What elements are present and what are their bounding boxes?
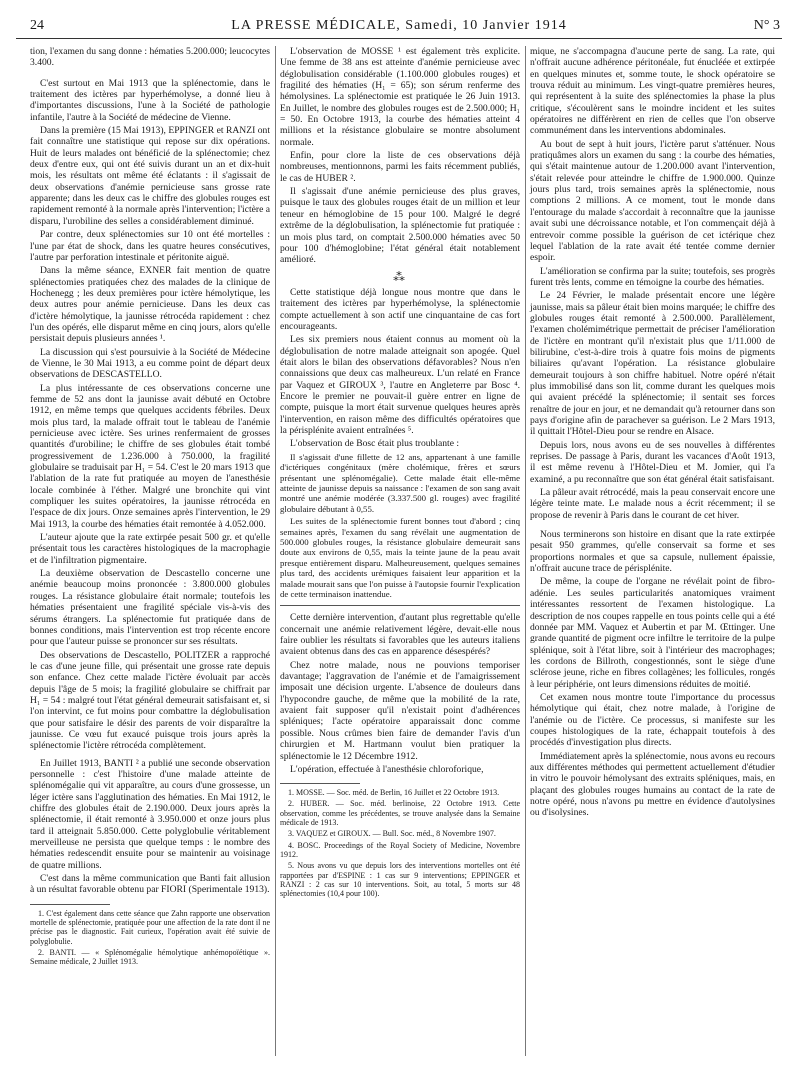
footnote: 5. Nous avons vu que depuis lors des interventions mortelles ont été rapportées par d'ESPINE : 1 cas sur 9 interventions; EPPINGER et RANZI : 2 cas sur 10 interventions. Soit, au total, 5 morts sur 48 splénectomies (10,4 pour 100). <box>280 861 520 899</box>
paragraph: La deuxième observation de Descastello concerne une anémie beaucoup moins prononcée : 3.800.000 globules rouges. La résistance globulaire était normale; toutefois les hématies présentaient une fragilité spéciale vis-à-vis des sérums étrangers. La splénectomie fut pratiquée dans de bonnes conditions, mais l'intervention est trop récente encore pour que l'auteur puisse se prononcer sur ses résultats. <box>30 568 270 648</box>
paragraph: La plus intéressante de ces observations concerne une femme de 52 ans dont la jaunisse avait débuté en Octobre 1912, en même temps que quelques accidents fébriles. Deux mois plus tard, la malade offrait tout le tableau de l'anémie pernicieuse avec ictère. Ses urines renfermaient de grosses quantités d'urobiline; le chiffre de ses globules était tombé progressivement de 1.236.000 à 750.000, la fragilité globulaire se traduisait par H₁ = 54. C'est le 20 mars 1913 que l'ablation de la rate fut pratiquée au moyen de l'anesthésie locale combinée à l'éther. Malgré une bronchite qui vint compliquer les suites opératoires, la jaunisse rétrocéda en l'espace de dix jours. Onze semaines après l'intervention, le 29 Mai 1913, la courbe des hématies était remontée à 4.052.000. <box>30 382 270 530</box>
column-separator <box>275 46 276 1056</box>
paragraph: Chez notre malade, nous ne pouvions temporiser davantage; l'aggravation de l'anémie et de l'amaigrissement imposait une décision urgente. L'absence de douleurs dans l'hypocondre gauche, de même que la mobilité de la rate, avaient fait supposer qu'il n'existait point d'adhérences spléniques; l'acte opératoire apparaissait donc comme possible. Nous crûmes bien faire de demander l'avis d'un chirurgien et M. Hartmann voulut bien pratiquer la splénectomie le 12 Décembre 1912. <box>280 659 520 762</box>
paragraph: tion, l'examen du sang donne : hématies 5.200.000; leucocytes 3.400. <box>30 46 270 69</box>
column-left <box>30 46 270 967</box>
paragraph: Cette dernière intervention, d'autant plus regrettable qu'elle concernait une anémie relativement légère, devait-elle nous faire oublier les résultats si favorables que les auteurs italiens avaient obtenus dans des cas en apparence désespérés? <box>280 612 520 658</box>
footnote-rule <box>30 904 110 905</box>
footnote: 2. HUBER. — Soc. méd. berlinoise, 22 Octobre 1913. Cette observation, comme les précédentes, se trouve analysée dans la Semaine médicale de 1913. <box>280 799 520 828</box>
page-header <box>14 18 784 36</box>
paragraph: Le 24 Février, le malade présentait encore une légère jaunisse, mais sa pâleur était bien moins marquée; le chiffre des globules rouges était remonté à 2.500.000. Parallèlement, l'examen cholémimétrique permettait de préciser l'amélioration de l'ictère en montrant qu'il n'existait plus que 1/11.000 de bilirubine, c'est-à-dire trois à quatre fois moins de pigments biliaires qu'avant l'opération. La résistance globulaire demeurait toujours à son chiffre habituel. Notre opéré n'était plus immobilisé dans son lit, comme durant les quelques mois qui avaient précédé la splénectomie; il sentait ses forces renaître de jour en jour, et ne demandait qu'à retourner dans son pays d'origine afin de parachever sa guérison. Le 2 Mars 1913, il quittait l'Hôtel-Dieu pour se rendre en Alsace. <box>530 290 775 438</box>
paragraph: Depuis lors, nous avons eu de ses nouvelles à différentes reprises. De passage à Paris, durant les vacances d'Août 1913, il est même revenu à l'Hôtel-Dieu et M. Jomier, qui l'a examiné, a pu reconnaître que son état général était satisfaisant. <box>530 439 775 485</box>
paragraph: Dans la première (15 Mai 1913), EPPINGER et RANZI ont fait connaître une statistique qui repose sur dix opérations. Huit de leurs malades ont bénéficié de la splénectomie; chez deux d'entre eux, qui ont été suivis durant un an et dix-huit mois, les résultats ont même été éclatants : il s'agissait de deux observations d'anémie pernicieuse sans grosse rate apparente; dans les deux cas le chiffre des globules rouges est rapidement remonté à la normale après l'intervention; l'ictère a disparu, l'urobiline des selles a considérablement diminué. <box>30 125 270 227</box>
section-break-asterism: ⁂ <box>393 269 407 284</box>
column-separator <box>525 46 526 1056</box>
paragraph: Des observations de Descastello, POLITZER a rapproché le cas d'une jeune fille, qui présentait une grosse rate depuis son enfance. Chez cette malade l'ictère évoluait par accès depuis l'âge de 5 mois; la fragilité globulaire se chiffrait par H₁ = 54 : malgré tout l'état général demeurait satisfaisant et, si l'on intervint, ce fut moins pour combattre la déglobulisation que pour satisfaire le désir des parents de voir disparaître la jaunisse. Ce vœu fut exaucé puisque trois jours après la splénectomie l'ictère rétrocéda complètement. <box>30 649 270 752</box>
paragraph-quote: Les suites de la splénectomie furent bonnes tout d'abord ; cinq semaines après, l'examen du sang révélait une augmentation de 500.000 globules rouges, la résistance globulaire demeurait sans doute aux environs de 0,55, mais la teinte jaune de la peau avait presque entièrement disparu. Malheureusement, quelques semaines plus tard, des accidents urémiques faisaient leur apparition et la malade mourait sans que l'on puisse à l'autopsie fournir l'explication de cette terminaison inattendue. <box>280 516 521 599</box>
paragraph: Nous terminerons son histoire en disant que la rate extirpée pesait 950 grammes, qu'elle conservait sa forme et ses proportions normales et que sa capsule, nullement épaissie, n'offrait aucune trace de périsplénite. <box>530 529 775 575</box>
footnote: 1. MOSSE. — Soc. méd. de Berlin, 16 Juillet et 22 Octobre 1913. <box>288 788 500 798</box>
paragraph: Au bout de sept à huit jours, l'ictère parut s'atténuer. Nous pratiquâmes alors un examen du sang : la courbe des hématies, qui s'était maintenue autour de 1.200.000 avant l'intervention, s'était relevée pour atteindre le chiffre de 1.900.000. Quinze jours plus tard, trois semaines après la splénectomie, nous comptions 2 millions. A ce moment, tout le monde dans l'entourage du malade s'accordait à reconnaître que la jaunisse avait subi une décroissance notable, et l'on commençait déjà à entrevoir comme possible la guérison de cet ictérique chez lequel l'ablation de la rate avait été tentée comme dernier espoir. <box>530 138 775 264</box>
paragraph: De même, la coupe de l'organe ne révélait point de fibro-adénie. Les seules particularités anatomiques vraiment intéressantes ressortent de l'examen histologique. La description de nos coupes rappelle en tous points celle qui a été donnée par MM. Vaquez et Aubertin et par M. Œttinger. Une grande quantité de pigment ocre infiltre le territoire de la pulpe splénique, soit à l'état libre, soit à l'intérieur des macrophages; les cordons de Billroth, congestionnés, sont le siège d'une sclérose jeune, riche en fibres collagènes; les follicules, rongés à leur périphérie, ont leurs dimensions réduites de moitié. <box>530 576 775 690</box>
journal-title: LA PRESSE MÉDICALE, Samedi, 10 Janvier 1914 <box>231 18 567 33</box>
paragraph: L'observation de MOSSE ¹ est également très explicite. Une femme de 38 ans est atteinte d'anémie pernicieuse avec déglobulisation considérable (1.100.000 globules rouges) et fragilité des hématies (H₁ = 65); son sérum renferme des hémolysines. La splénectomie est pratiquée le 26 Juin 1913. En Juillet, le nombre des globules rouges est de 2.500.000; H₁ = 50. En Octobre 1913, la courbe des hématies atteint 4 millions et la résistance globulaire se montre absolument normale. <box>280 46 520 148</box>
paragraph: mique, ne s'accompagna d'aucune perte de sang. La rate, qui n'offrait aucune adhérence péritonéale, fut énucléée et extirpée en quelques minutes et, somme toute, le shock opératoire se trouva réduit au minimum. Les vingt-quatre premières heures, qui représentent à la suite des splénectomies la phase la plus critique, s'écoulèrent sans le moindre incident et les suites opératoires ne différèrent en rien de celles que l'on observe communément dans les interventions abdominales. <box>530 46 775 137</box>
paragraph: La pâleur avait rétrocédé, mais la peau conservait encore une légère teinte mate. Le malade nous a écrit récemment; il se propose de revenir à Paris dans le courant de cet hiver. <box>530 487 775 521</box>
footnote: 3. VAQUEZ et GIROUX. — Bull. Soc. méd., 8 Novembre 1907. <box>288 829 496 839</box>
paragraph: La discussion qui s'est poursuivie à la Société de Médecine de Vienne, le 30 Mai 1913, a eu comme point de départ deux observations de DESCASTELLO. <box>30 346 270 381</box>
footnote: 1. C'est également dans cette séance que Zahn rapporte une observation mortelle de splénectomie, pratiquée pour une affection de la rate dont il ne précise pas le diagnostic. Fait curieux, l'opération avait été suivie de polyglobulie. <box>30 908 270 946</box>
issue-number: N° 3 <box>753 18 780 33</box>
paragraph: L'opération, effectuée à l'anesthésie chloroforique, <box>290 763 484 775</box>
paragraph: Dans la même séance, EXNER fait mention de quatre splénectomies pratiquées chez des malades de la clinique de Hochenegg ; les deux premières pour ictère hémolytique, les deux autres pour anémie pernicieuse. Dans les deux cas d'ictère hémolytique, la jaunisse rétrocéda rapidement : chez l'un des opérés, elle disparut même en cinq jours, alors qu'elle persistait depuis plusieurs années ¹. <box>30 265 270 345</box>
paragraph: Cet examen nous montre toute l'importance du processus hémolytique qui était, chez notre malade, à l'origine de l'anémie ou de l'ictère. Ce processus, si manifeste sur les coupes histologiques de la rate, échappait toutefois à des procédés d'investigation plus directs. <box>530 691 775 749</box>
paragraph: Les six premiers nous étaient connus au moment où la déglobulisation de notre malade atteignait son apogée. Quel était alors le bilan des observations défavorables? Nous n'en connaissions que deux cas malheureux. L'un relaté en France par Vaquez et GIROUX ³, l'autre en Angleterre par Bosc ⁴. Encore le premier ne pouvait-il guère entrer en ligne de compte, puisque la mort était survenue quelques heures après l'intervention, en raison même des difficultés opératoires que la périsplénite avaient entraînées ⁵. <box>280 334 520 436</box>
page-number: 24 <box>30 18 44 33</box>
paragraph: L'observation de Bosc était plus troublante : <box>290 438 460 450</box>
footnote: 4. BOSC. Proceedings of the Royal Society of Medicine, Novembre 1912. <box>280 840 520 859</box>
header-rule <box>16 38 782 39</box>
paragraph: L'auteur ajoute que la rate extirpée pesait 500 gr. et qu'elle présentait tous les caractères histologiques de la macrophagie et de l'infiltration pigmentaire. <box>30 532 270 566</box>
paragraph: Cette statistique déjà longue nous montre que dans le traitement des ictères par hyperhémolyse, la splénectomie compte actuellement à son actif une cinquantaine de cas fort encourageants. <box>280 286 520 332</box>
paragraph: C'est dans la même communication que Banti fait allusion à un résultat favorable obtenu par FIORI (Sperimentale 1913). <box>30 873 270 896</box>
footnote: 2. BANTI. — « Splénomégalie hémolytique anhémopoïétique ». Semaine médicale, 2 Juillet 1913. <box>30 947 270 967</box>
paragraph: C'est surtout en Mai 1913 que la splénectomie, dans le traitement des ictères par hyperhémolyse, a donné lieu à d'importantes discussions, l'une à la Société de pathologie infantile, l'autre à la Société de médecine de Vienne. <box>30 77 270 123</box>
paragraph: Immédiatement après la splénectomie, nous avons eu recours aux différentes méthodes qui permettent actuellement d'étudier in vitro le pouvoir hémolysant des extraits spléniques, mais, en plaçant des globules rouges humains au contact de la rate de notre opéré, nous n'avons pu mettre en évidence d'autolysines ou d'isolysines. <box>530 750 775 819</box>
footnote-rule <box>280 783 360 784</box>
divider <box>280 605 520 606</box>
paragraph: L'amélioration se confirma par la suite; toutefois, ses progrès furent très lents, comme en témoigne la courbe des hématies. <box>530 265 775 288</box>
paragraph: En Juillet 1913, BANTI ² a publié une seconde observation personnelle : c'est l'histoire d'une malade atteinte de splénomégalie qui vit apparaître, au cours d'une grossesse, un léger ictère sans l'agglutination des hématies. En Mai 1912, le chiffre des globules était de 2.190.000. Deux jours après la splénectomie, il était remonté à 3.950.000 et onze jours plus tard il atteignait 5.850.000. Cette polyglobulie véritablement merveilleuse ne persista que quelque temps : le nombre des hématies redescendit ensuite pour se maintenir au voisinage de quatre millions. <box>30 757 270 871</box>
footnotes <box>280 788 520 898</box>
paragraph-quote: Il s'agissait d'une fillette de 12 ans, appartenant à une famille d'ictériques congénitaux (mère cholémique, frères et sœurs présentant une splénomégalie). Cette malade était elle-même atteinte de jaunisse depuis sa naissance : l'examen de son sang avait montré une anémie modérée (3.337.500 gl. rouges) avec fragilité globulaire débutant à 0,55. <box>280 451 520 514</box>
paragraph: Il s'agissait d'une anémie pernicieuse des plus graves, puisque le taux des globules rouges était de un million et leur teneur en hémoglobine de 15 pour 100. Malgré le degré extrême de la déglobulisation, la splénectomie fut pratiquée : un mois plus tard, on comptait 2.500.000 hématies avec 50 pour 100 d'hémoglobine; l'état général était notablement amélioré. <box>280 186 520 266</box>
footnotes <box>30 909 270 967</box>
paragraph: Par contre, deux splénectomies sur 10 ont été mortelles : l'une par état de shock, dans les quatre heures consécutives, l'autre par perforation intestinale et péritonite aiguë. <box>30 229 270 263</box>
column-middle <box>280 46 520 898</box>
column-right <box>530 46 775 819</box>
paragraph: Enfin, pour clore la liste de ces observations déjà nombreuses, mentionnons, parmi les faits récemment publiés, le cas de HUBER ². <box>280 150 520 184</box>
